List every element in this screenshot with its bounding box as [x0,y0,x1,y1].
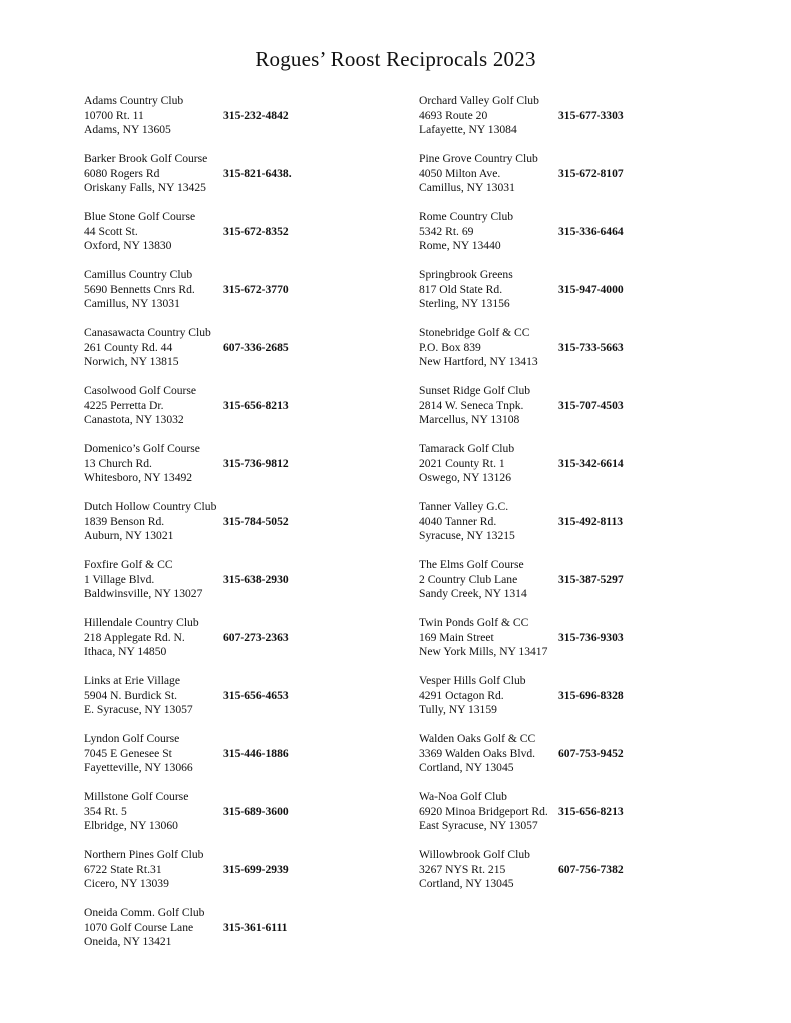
club-name: Oneida Comm. Golf Club [84,906,205,919]
club-phone: 315-689-3600 [223,804,289,818]
club-name: Domenico’s Golf Course [84,442,200,455]
club-street: 4040 Tanner Rd. [419,514,497,528]
club-city: New York Mills, NY 13417 [419,645,548,658]
club-entry [84,210,414,268]
club-phone: 315-696-8328 [558,688,624,702]
club-name: Stonebridge Golf & CC [419,326,530,339]
club-name: Links at Erie Village [84,674,180,687]
club-name: Adams Country Club [84,94,184,107]
club-entry [84,732,414,790]
club-city: Whitesboro, NY 13492 [84,471,193,484]
club-city: Oswego, NY 13126 [419,471,511,484]
club-entry [419,152,749,210]
club-city: Oriskany Falls, NY 13425 [84,181,206,194]
club-city: Ithaca, NY 14850 [84,645,167,658]
club-phone: 315-672-3770 [223,282,289,296]
page-title: Rogues’ Roost Reciprocals 2023 [255,47,536,71]
club-street: 44 Scott St. [84,224,138,238]
club-phone: 315-736-9812 [223,456,289,470]
club-phone: 315-784-5052 [223,514,289,528]
club-phone: 315-361-6111 [223,920,288,934]
club-entry [419,674,749,732]
club-name: Pine Grove Country Club [419,152,538,165]
club-entry [84,442,414,500]
right-column [419,94,749,906]
club-entry [419,384,749,442]
club-street: 3369 Walden Oaks Blvd. [419,746,536,760]
club-street: 817 Old State Rd. [419,282,503,296]
club-city: Camillus, NY 13031 [84,297,180,310]
club-name: Blue Stone Golf Course [84,210,196,223]
club-phone: 315-492-8113 [558,514,624,528]
club-name: Wa-Noa Golf Club [419,790,507,803]
club-entry [84,906,414,964]
club-name: Tamarack Golf Club [419,442,515,455]
club-city: Camillus, NY 13031 [419,181,515,194]
left-column [84,94,414,964]
club-name: Hillendale Country Club [84,616,199,629]
club-entry [84,326,414,384]
club-phone: 315-446-1886 [223,746,289,760]
club-name: The Elms Golf Course [419,558,524,571]
club-street: 218 Applegate Rd. N. [84,630,185,644]
club-name: Sunset Ridge Golf Club [419,384,531,397]
club-entry [84,616,414,674]
club-city: Syracuse, NY 13215 [419,529,515,542]
club-phone: 315-656-8213 [223,398,289,412]
club-street: 1 Village Blvd. [84,572,155,586]
club-name: Camillus Country Club [84,268,193,281]
club-name: Lyndon Golf Course [84,732,180,745]
club-city: Elbridge, NY 13060 [84,819,178,832]
club-entry [84,848,414,906]
club-street: 4693 Route 20 [419,108,488,122]
club-entry [419,848,749,906]
club-name: Northern Pines Golf Club [84,848,204,861]
club-street: 3267 NYS Rt. 215 [419,862,506,876]
club-name: Walden Oaks Golf & CC [419,732,536,745]
club-city: Fayetteville, NY 13066 [84,761,193,774]
club-name: Dutch Hollow Country Club [84,500,217,513]
club-entry [84,94,414,152]
club-phone: 315-672-8107 [558,166,624,180]
club-city: New Hartford, NY 13413 [419,355,538,368]
club-street: 1070 Golf Course Lane [84,920,194,934]
club-street: P.O. Box 839 [419,340,481,354]
club-name: Tanner Valley G.C. [419,500,509,513]
club-city: Marcellus, NY 13108 [419,413,520,426]
club-phone: 315-699-2939 [223,862,289,876]
club-name: Millstone Golf Course [84,790,189,803]
club-entry [419,790,749,848]
club-phone: 315-672-8352 [223,224,289,238]
club-name: Canasawacta Country Club [84,326,211,339]
club-phone: 315-821-6438. [223,166,292,180]
club-entry [84,674,414,732]
club-city: Auburn, NY 13021 [84,529,174,542]
club-entry [419,732,749,790]
club-street: 6722 State Rt.31 [84,862,162,876]
club-entry [419,616,749,674]
club-street: 4050 Milton Ave. [419,166,501,180]
club-entry [84,152,414,210]
club-name: Casolwood Golf Course [84,384,197,397]
club-entry [419,558,749,616]
club-street: 7045 E Genesee St [84,746,172,760]
club-phone: 315-656-4653 [223,688,289,702]
club-city: Lafayette, NY 13084 [419,123,517,136]
club-street: 261 County Rd. 44 [84,340,173,354]
club-phone: 315-638-2930 [223,572,289,586]
club-city: Norwich, NY 13815 [84,355,179,368]
club-name: Orchard Valley Golf Club [419,94,539,107]
club-street: 2 Country Club Lane [419,572,518,586]
club-city: Cortland, NY 13045 [419,761,514,774]
club-name: Foxfire Golf & CC [84,558,173,571]
club-entry [84,268,414,326]
club-phone: 315-707-4503 [558,398,624,412]
club-city: East Syracuse, NY 13057 [419,819,538,832]
club-phone: 315-656-8213 [558,804,624,818]
club-phone: 315-232-4842 [223,108,289,122]
club-city: Cortland, NY 13045 [419,877,514,890]
club-city: Tully, NY 13159 [419,703,497,716]
club-city: Cicero, NY 13039 [84,877,169,890]
club-phone: 607-336-2685 [223,340,289,354]
club-city: Oxford, NY 13830 [84,239,172,252]
club-city: Rome, NY 13440 [419,239,501,252]
club-name: Twin Ponds Golf & CC [419,616,529,629]
club-entry [84,500,414,558]
club-phone: 607-273-2363 [223,630,289,644]
club-name: Vesper Hills Golf Club [419,674,526,687]
club-street: 1839 Benson Rd. [84,514,165,528]
club-phone: 315-336-6464 [558,224,624,238]
club-street: 169 Main Street [419,630,494,644]
club-street: 5904 N. Burdick St. [84,688,178,702]
club-phone: 315-947-4000 [558,282,624,296]
club-phone: 315-342-6614 [558,456,624,470]
club-entry [419,210,749,268]
club-name: Willowbrook Golf Club [419,848,530,861]
club-street: 5342 Rt. 69 [419,224,474,238]
club-name: Springbrook Greens [419,268,513,281]
club-street: 4225 Perretta Dr. [84,398,164,412]
club-entry [419,500,749,558]
club-street: 10700 Rt. 11 [84,108,144,122]
club-street: 2021 County Rt. 1 [419,456,505,470]
club-city: Oneida, NY 13421 [84,935,172,948]
club-city: E. Syracuse, NY 13057 [84,703,193,716]
club-street: 6920 Minoa Bridgeport Rd. [419,804,548,818]
club-city: Adams, NY 13605 [84,123,171,136]
club-name: Rome Country Club [419,210,514,223]
club-phone: 315-677-3303 [558,108,624,122]
club-entry [84,790,414,848]
club-entry [84,558,414,616]
club-name: Barker Brook Golf Course [84,152,208,165]
club-street: 13 Church Rd. [84,456,152,470]
club-city: Sterling, NY 13156 [419,297,510,310]
club-phone: 607-756-7382 [558,862,624,876]
club-city: Sandy Creek, NY 1314 [419,587,527,600]
club-city: Canastota, NY 13032 [84,413,184,426]
club-street: 6080 Rogers Rd [84,166,160,180]
club-entry [84,384,414,442]
club-street: 4291 Octagon Rd. [419,688,504,702]
club-phone: 607-753-9452 [558,746,624,760]
club-street: 2814 W. Seneca Tnpk. [419,398,524,412]
club-entry [419,268,749,326]
club-entry [419,442,749,500]
club-city: Baldwinsville, NY 13027 [84,587,203,600]
club-phone: 315-736-9303 [558,630,624,644]
club-street: 5690 Bennetts Cnrs Rd. [84,282,195,296]
club-phone: 315-733-5663 [558,340,624,354]
club-entry [419,94,749,152]
club-street: 354 Rt. 5 [84,804,127,818]
club-entry [419,326,749,384]
club-phone: 315-387-5297 [558,572,624,586]
